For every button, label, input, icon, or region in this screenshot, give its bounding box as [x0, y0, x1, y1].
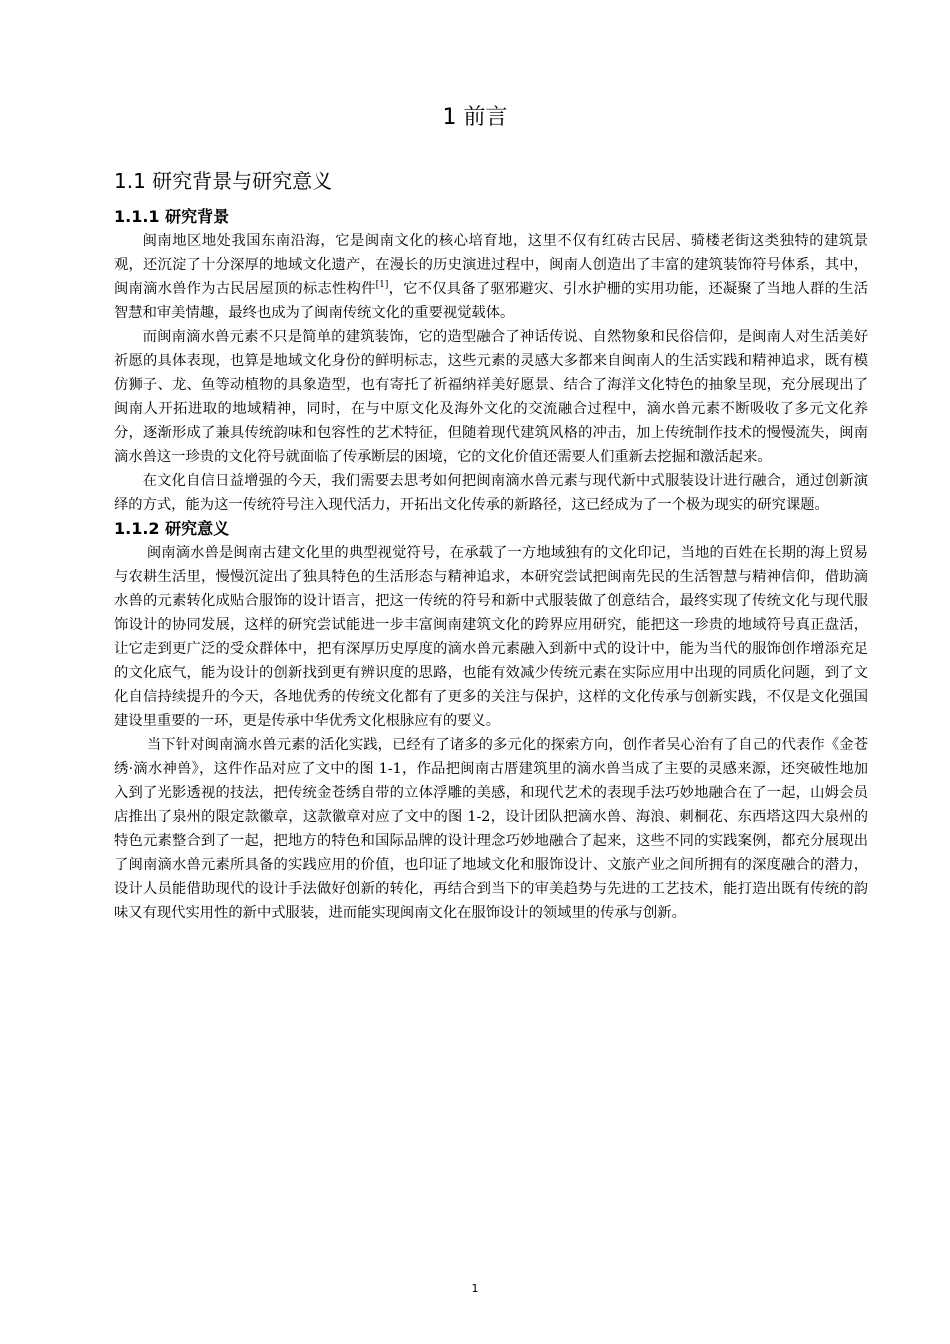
chapter-title: 1 前言: [442, 105, 508, 130]
paragraph-text: ，它不仅具备了驱邪避灾、引水护栅的实用功能，还凝聚了当地人群的生活智慧和审美情趣，最终也成为了闽南传统文化的重要视觉载体。: [114, 281, 869, 321]
section-body: [114, 205, 868, 925]
subsection-title-significance: 1.1.2 研究意义: [114, 519, 230, 538]
page-number: 1: [471, 1282, 479, 1295]
paragraph-background-2: 而闽南滴水兽元素不只是简单的建筑装饰，它的造型融合了神话传说、自然物象和民俗信仰，是闽南人对生活美好祈愿的具体表现，也算是地域文化身份的鲜明标志，这些元素的灵感大多都来自闽南人的生活实践和精神追求，既有模仿狮子、龙、鱼等动植物的具象造型，也有寄托了祈福纳祥美好愿景、结合了海洋文化特色的抽象呈现，充分展现出了闽南人开拓进取的地域精神，同时，在与中原文化及海外文化的交流融合过程中，滴水兽元素不断吸收了多元文化养分，逐渐形成了兼具传统韵味和包容性的艺术特征，但随着现代建筑风格的冲击，加上传统制作技术的慢慢流失，闽南滴水兽这一珍贵的文化符号就面临了传承断层的困境，它的文化价值还需要人们重新去挖掘和激活起来。: [114, 329, 868, 465]
subsection-title-background: 1.1.1 研究背景: [114, 207, 230, 226]
section-title: 1.1 研究背景与研究意义: [114, 169, 333, 193]
paragraph-significance-1: 闽南滴水兽是闽南古建文化里的典型视觉符号，在承载了一方地域独有的文化印记，当地的百姓在长期的海上贸易与农耕生活里，慢慢沉淀出了独具特色的生活形态与精神追求，本研究尝试把闽南先民的生活智慧与精神信仰，借助滴水兽的元素转化成贴合服饰的设计语言，把这一传统的符号和新中式服装做了创意结合，最终实现了传统文化与现代服饰设计的协同发展，这样的研究尝试能进一步丰富闽南建筑文化的跨界应用研究，能把这一珍贵的地域符号真正盘活，让它走到更广泛的受众群体中，把有深厚历史厚度的滴水兽元素融入到新中式的设计中，能为当代的服饰创作增添充足的文化底气，能为设计的创新找到更有辨识度的思路，也能有效减少传统元素在实际应用中出现的同质化问题，到了文化自信持续提升的今天，各地优秀的传统文化都有了更多的关注与保护，这样的文化传承与创新实践，不仅是文化强国建设里重要的一环，更是传承中华优秀文化根脉应有的要义。: [114, 545, 868, 729]
paragraph-significance-2: 当下针对闽南滴水兽元素的活化实践，已经有了诸多的多元化的探索方向，创作者吴心治有了自己的代表作《金苍绣·滴水神兽》，这件作品对应了文中的图 1-1，作品把闽南古厝建筑里的滴水兽当成了主要的灵感来源，还突破性地加入到了光影透视的技法，把传统金苍绣自带的立体浮雕的美感，和现代艺术的表现手法巧妙地融合在了一起，山姆会员店推出了泉州的限定款徽章，这款徽章对应了文中的图 1-2，设计团队把滴水兽、海浪、刺桐花、东西塔这四大泉州的特色元素整合到了一起，把地方的特色和国际品牌的设计理念巧妙地融合了起来，这些不同的实践案例，都充分展现出了闽南滴水兽元素所具备的实践应用的价值，也印证了地域文化和服饰设计、文旅产业之间所拥有的深度融合的潜力，设计人员能借助现代的设计手法做好创新的转化，再结合到当下的审美趋势与先进的工艺技术，能打造出既有传统的韵味又有现代实用性的新中式服装，进而能实现闽南文化在服饰设计的领域里的传承与创新。: [114, 737, 868, 921]
citation-reference[interactable]: [1]: [375, 280, 389, 291]
paragraph-background-1: [114, 229, 868, 325]
paragraph-background-3: 在文化自信日益增强的今天，我们需要去思考如何把闽南滴水兽元素与现代新中式服装设计进行融合，通过创新演绎的方式，能为这一传统符号注入现代活力，开拓出文化传承的新路径，这已经成为了一个极为现实的研究课题。: [114, 473, 868, 513]
paragraph-text: 闽南地区地处我国东南沿海，它是闽南文化的核心培育地，这里不仅有红砖古民居、骑楼老街这类独特的建筑景观，还沉淀了十分深厚的地域文化遗产，在漫长的历史演进过程中，闽南人创造出了丰富的建筑装饰符号体系，其中，闽南滴水兽作为古民居屋顶的标志性构件: [114, 233, 868, 297]
